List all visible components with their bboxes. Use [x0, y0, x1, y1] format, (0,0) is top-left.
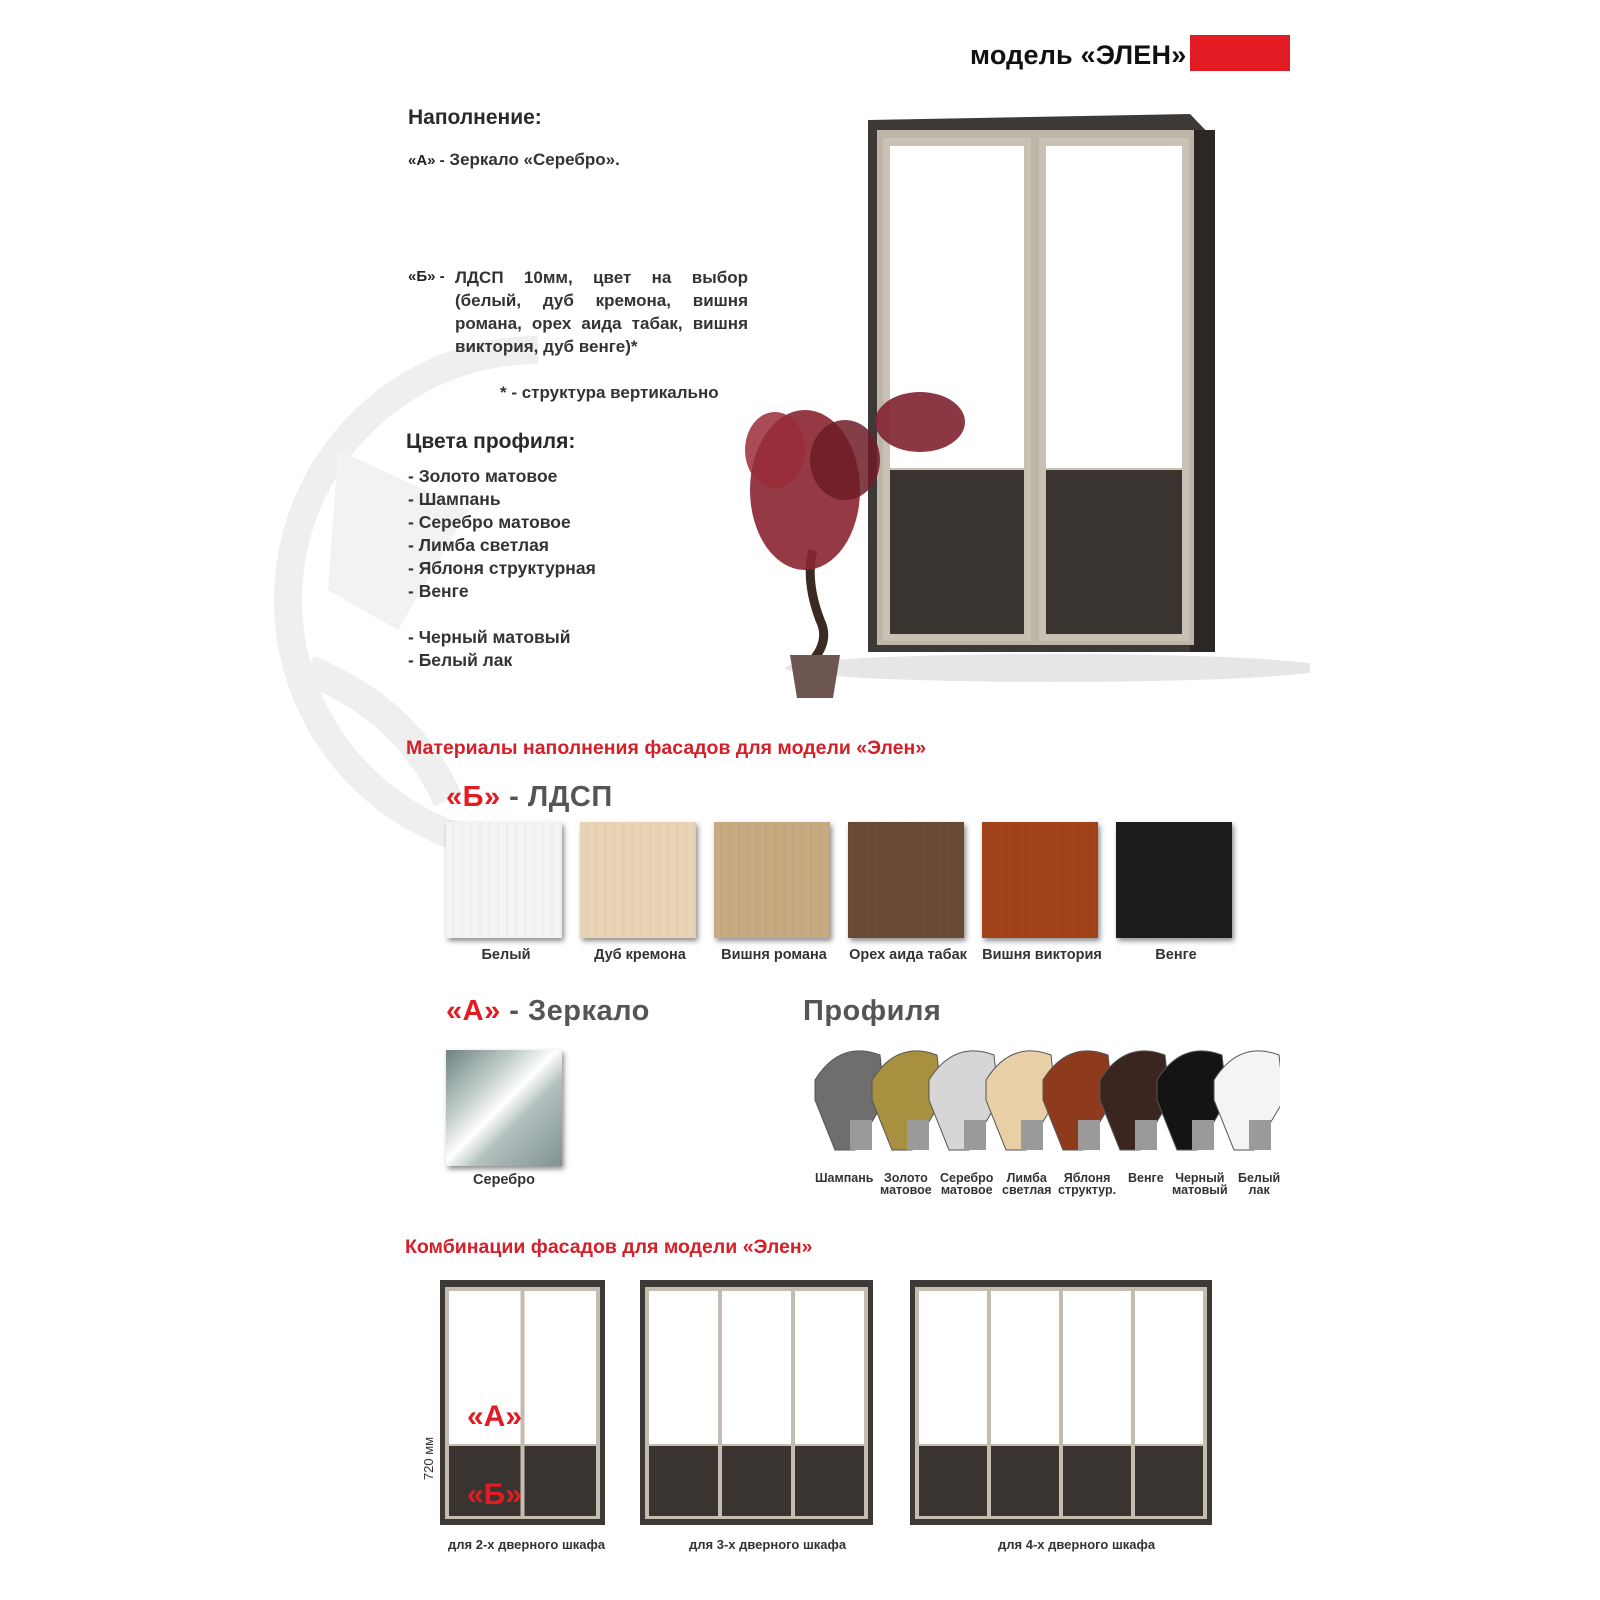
panel-mirror — [1063, 1291, 1131, 1444]
ldsp-heading — [446, 781, 613, 814]
swatch-walnut-aida[interactable] — [848, 822, 964, 938]
filling-heading: Наполнение: — [408, 106, 542, 129]
list-item: - Шампань — [408, 489, 501, 509]
profile-label: Золото матовое — [880, 1171, 932, 1197]
filling-a-row — [408, 150, 620, 170]
swatch-cherry-victoria[interactable] — [982, 822, 1098, 938]
profile-colors-list — [408, 465, 596, 672]
mirror-heading — [446, 995, 650, 1028]
swatch-oak-cremona[interactable] — [580, 822, 696, 938]
combo-a-marker: «А» — [467, 1400, 523, 1433]
mirror-marker: «А» — [446, 995, 501, 1027]
panel-ldsp — [795, 1446, 864, 1516]
combo-diagram-2-door — [440, 1280, 605, 1525]
ldsp-title: - ЛДСП — [500, 781, 613, 813]
profile-label: Венге — [1128, 1171, 1164, 1185]
list-item: - Белый лак — [408, 650, 513, 670]
filling-b-text: ЛДСП 10мм, цвет на выбор (белый, дуб кремона, вишня романа, орех аида табак, вишня виктория, дуб венге)* — [455, 268, 748, 356]
panel-ldsp — [1135, 1446, 1203, 1516]
panel-ldsp — [919, 1446, 987, 1516]
panel-mirror — [991, 1291, 1059, 1444]
filling-b-marker: «Б» - — [408, 268, 445, 285]
combo-label-2-door: для 2-х дверного шкафа — [448, 1537, 606, 1552]
combo-diagram-4-door — [910, 1280, 1212, 1525]
panel-ldsp — [991, 1446, 1059, 1516]
panel-mirror — [649, 1291, 718, 1444]
ldsp-marker: «Б» — [446, 781, 501, 813]
mirror-title: - Зеркало — [500, 995, 650, 1027]
profile-colors-heading: Цвета профиля: — [406, 430, 576, 453]
profile-samples — [810, 1040, 1280, 1170]
profile-label: Лимба светлая — [1002, 1171, 1052, 1197]
filling-a-marker: «А» - — [408, 152, 445, 169]
profiles-heading: Профиля — [803, 995, 942, 1027]
profile-label: Шампань — [815, 1171, 874, 1185]
list-item: - Черный матовый — [408, 627, 571, 647]
list-item: - Серебро матовое — [408, 512, 571, 532]
panel-mirror — [525, 1291, 597, 1444]
combination-diagrams — [440, 1275, 1240, 1530]
panel-ldsp — [525, 1446, 597, 1516]
swatch-label: Орех аида табак — [849, 947, 967, 963]
list-item: - Золото матовое — [408, 466, 558, 486]
list-item: - Лимба светлая — [408, 535, 550, 555]
profile-label: Белый лак — [1238, 1171, 1281, 1197]
list-item: - Венге — [408, 581, 469, 601]
swatch-label: Белый — [481, 947, 531, 963]
panel-ldsp — [722, 1446, 791, 1516]
profile-sample — [1214, 1051, 1280, 1150]
swatch-wenge[interactable] — [1116, 822, 1232, 938]
swatch-label: Вишня виктория — [982, 947, 1102, 963]
combo-label-4-door: для 4-х дверного шкафа — [998, 1537, 1156, 1552]
panel-ldsp — [1063, 1446, 1131, 1516]
model-title: модель «ЭЛЕН» — [970, 40, 1187, 70]
swatch-label: Дуб кремона — [594, 947, 686, 963]
profile-label: Яблоня структур. — [1058, 1171, 1117, 1197]
materials-heading: Материалы наполнения фасадов для модели «Элен» — [406, 737, 927, 759]
combo-label-3-door: для 3-х дверного шкафа — [689, 1537, 847, 1552]
swatch-mirror-silver[interactable] — [446, 1050, 562, 1166]
swatch-cherry-romana[interactable] — [714, 822, 830, 938]
swatch-white[interactable] — [446, 822, 562, 938]
panel-mirror — [1135, 1291, 1203, 1444]
filling-a-text: Зеркало «Серебро». — [449, 150, 620, 169]
list-item: - Яблоня структурная — [408, 558, 596, 578]
swatch-label: Венге — [1155, 947, 1197, 963]
profile-label: Черный матовый — [1172, 1171, 1228, 1197]
panel-mirror — [919, 1291, 987, 1444]
panel-mirror — [722, 1291, 791, 1444]
combinations-heading: Комбинации фасадов для модели «Элен» — [405, 1236, 813, 1258]
profile-label: Серебро матовое — [940, 1171, 994, 1197]
wardrobe-illustration — [735, 100, 1310, 700]
panel-ldsp — [649, 1446, 718, 1516]
title-accent-bar — [1190, 35, 1290, 71]
dimension-label: 720 мм — [421, 1436, 437, 1481]
swatch-label: Вишня романа — [721, 947, 827, 963]
filling-note: * - структура вертикально — [500, 383, 719, 402]
panel-mirror — [795, 1291, 864, 1444]
combo-b-marker: «Б» — [467, 1478, 522, 1511]
mirror-label: Серебро — [473, 1172, 535, 1188]
combo-diagram-3-door — [640, 1280, 873, 1525]
